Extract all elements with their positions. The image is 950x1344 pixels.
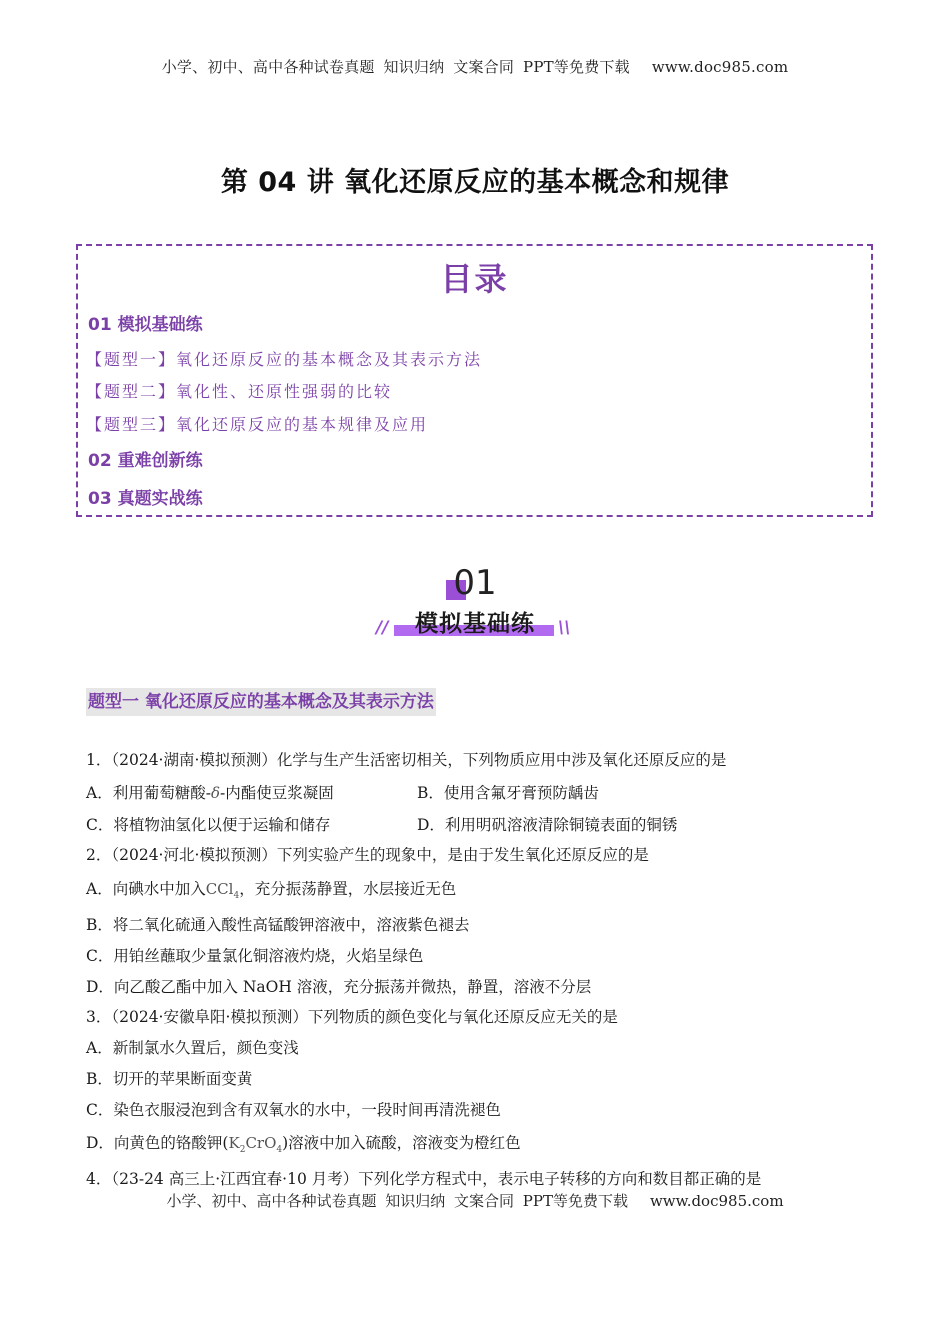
footer-url[interactable]: www.doc985.com — [649, 1192, 784, 1210]
q3-d-post: )溶液中加入硫酸，溶液变为橙红色 — [282, 1134, 521, 1152]
toc-sub-2[interactable]: 【题型二】氧化性、还原性强弱的比较 — [86, 382, 393, 401]
q2-a-post: ，充分振荡静置，水层接近无色 — [239, 880, 457, 898]
q1-option-b[interactable]: B．使用含氟牙膏预防龋齿 — [417, 784, 599, 802]
q2-option-c[interactable]: C．用铂丝蘸取少量氯化铜溶液灼烧，火焰呈绿色 — [86, 947, 424, 965]
q2-a-chem-sub: 4 — [233, 891, 240, 901]
toc-section-3[interactable]: 03 真题实战练 — [88, 489, 203, 509]
q3-option-c[interactable]: C．染色衣服浸泡到含有双氧水的水中，一段时间再清洗褪色 — [86, 1101, 501, 1119]
header-url[interactable]: www.doc985.com — [651, 58, 789, 76]
q2-stem: 2．（2024·河北·模拟预测）下列实验产生的现象中，是由于发生氧化还原反应的是 — [86, 846, 649, 864]
header-text: 小学、初中、高中各种试卷真题 知识归纳 文案合同 PPT等免费下载 — [161, 58, 630, 76]
q1-a-pre: A．利用葡萄糖酸- — [86, 784, 211, 802]
q1-option-c[interactable]: C．将植物油氢化以便于运输和储存 — [86, 816, 331, 834]
badge-slash-left-icon: // — [376, 618, 389, 638]
toc-heading: 目录 — [440, 260, 509, 298]
toc-sub-3[interactable]: 【题型三】氧化还原反应的基本规律及应用 — [86, 415, 429, 434]
q1-option-d[interactable]: D．利用明矾溶液清除铜镜表面的铜锈 — [417, 816, 678, 834]
q1-option-a[interactable] — [86, 781, 334, 803]
q3-stem: 3．（2024·安徽阜阳·模拟预测）下列物质的颜色变化与氧化还原反应无关的是 — [86, 1008, 618, 1026]
q3-option-b[interactable]: B．切开的苹果断面变黄 — [86, 1070, 253, 1088]
toc-section-1[interactable]: 01 模拟基础练 — [88, 315, 203, 335]
q3-option-a[interactable]: A．新制氯水久置后，颜色变浅 — [86, 1039, 299, 1057]
toc-sub-1[interactable]: 【题型一】氧化还原反应的基本概念及其表示方法 — [86, 350, 483, 369]
footer-text: 小学、初中、高中各种试卷真题 知识归纳 文案合同 PPT等免费下载 — [166, 1192, 628, 1210]
q4-stem: 4．（23-24 高三上·江西宜春·10 月考）下列化学方程式中，表示电子转移的方向和数目都正确的是 — [86, 1170, 762, 1188]
badge-slash-right-icon: \\ — [558, 618, 571, 638]
toc-section-2[interactable]: 02 重难创新练 — [88, 451, 203, 471]
q3-d-cr-sub: 4 — [276, 1145, 283, 1155]
page-title: 第 04 讲 氧化还原反应的基本概念和规律 — [220, 167, 730, 198]
table-of-contents — [76, 244, 873, 517]
q3-d-k: K — [228, 1134, 240, 1152]
q2-option-b[interactable]: B．将二氧化硫通入酸性高锰酸钾溶液中，溶液紫色褪去 — [86, 916, 470, 934]
q2-option-a[interactable] — [86, 877, 456, 901]
q3-d-pre: D．向黄色的铬酸钾( — [86, 1134, 229, 1152]
q3-d-cr: CrO — [245, 1134, 277, 1152]
badge-label: 模拟基础练 — [415, 611, 535, 637]
q1-stem: 1．（2024·湖南·模拟预测）化学与生产生活密切相关，下列物质应用中涉及氧化还原反应的是 — [86, 751, 727, 769]
q2-a-chem — [205, 880, 240, 901]
q3-d-k-sub: 2 — [239, 1145, 246, 1155]
header-banner — [0, 56, 950, 77]
type-heading: 题型一 氧化还原反应的基本概念及其表示方法 — [86, 688, 436, 716]
q2-a-chem-main: CCl — [205, 880, 234, 898]
footer-banner — [0, 1190, 950, 1211]
q3-option-d[interactable] — [86, 1131, 521, 1155]
q2-a-pre: A．向碘水中加入 — [86, 880, 206, 898]
q2-option-d[interactable]: D．向乙酸乙酯中加入 NaOH 溶液，充分振荡并微热，静置，溶液不分层 — [86, 978, 592, 996]
section-badge — [370, 560, 580, 645]
q1-a-post: -内酯使豆浆凝固 — [219, 784, 334, 802]
badge-number: 01 — [453, 563, 497, 603]
q1-a-delta: δ — [210, 784, 220, 802]
q3-d-chem — [228, 1134, 283, 1155]
